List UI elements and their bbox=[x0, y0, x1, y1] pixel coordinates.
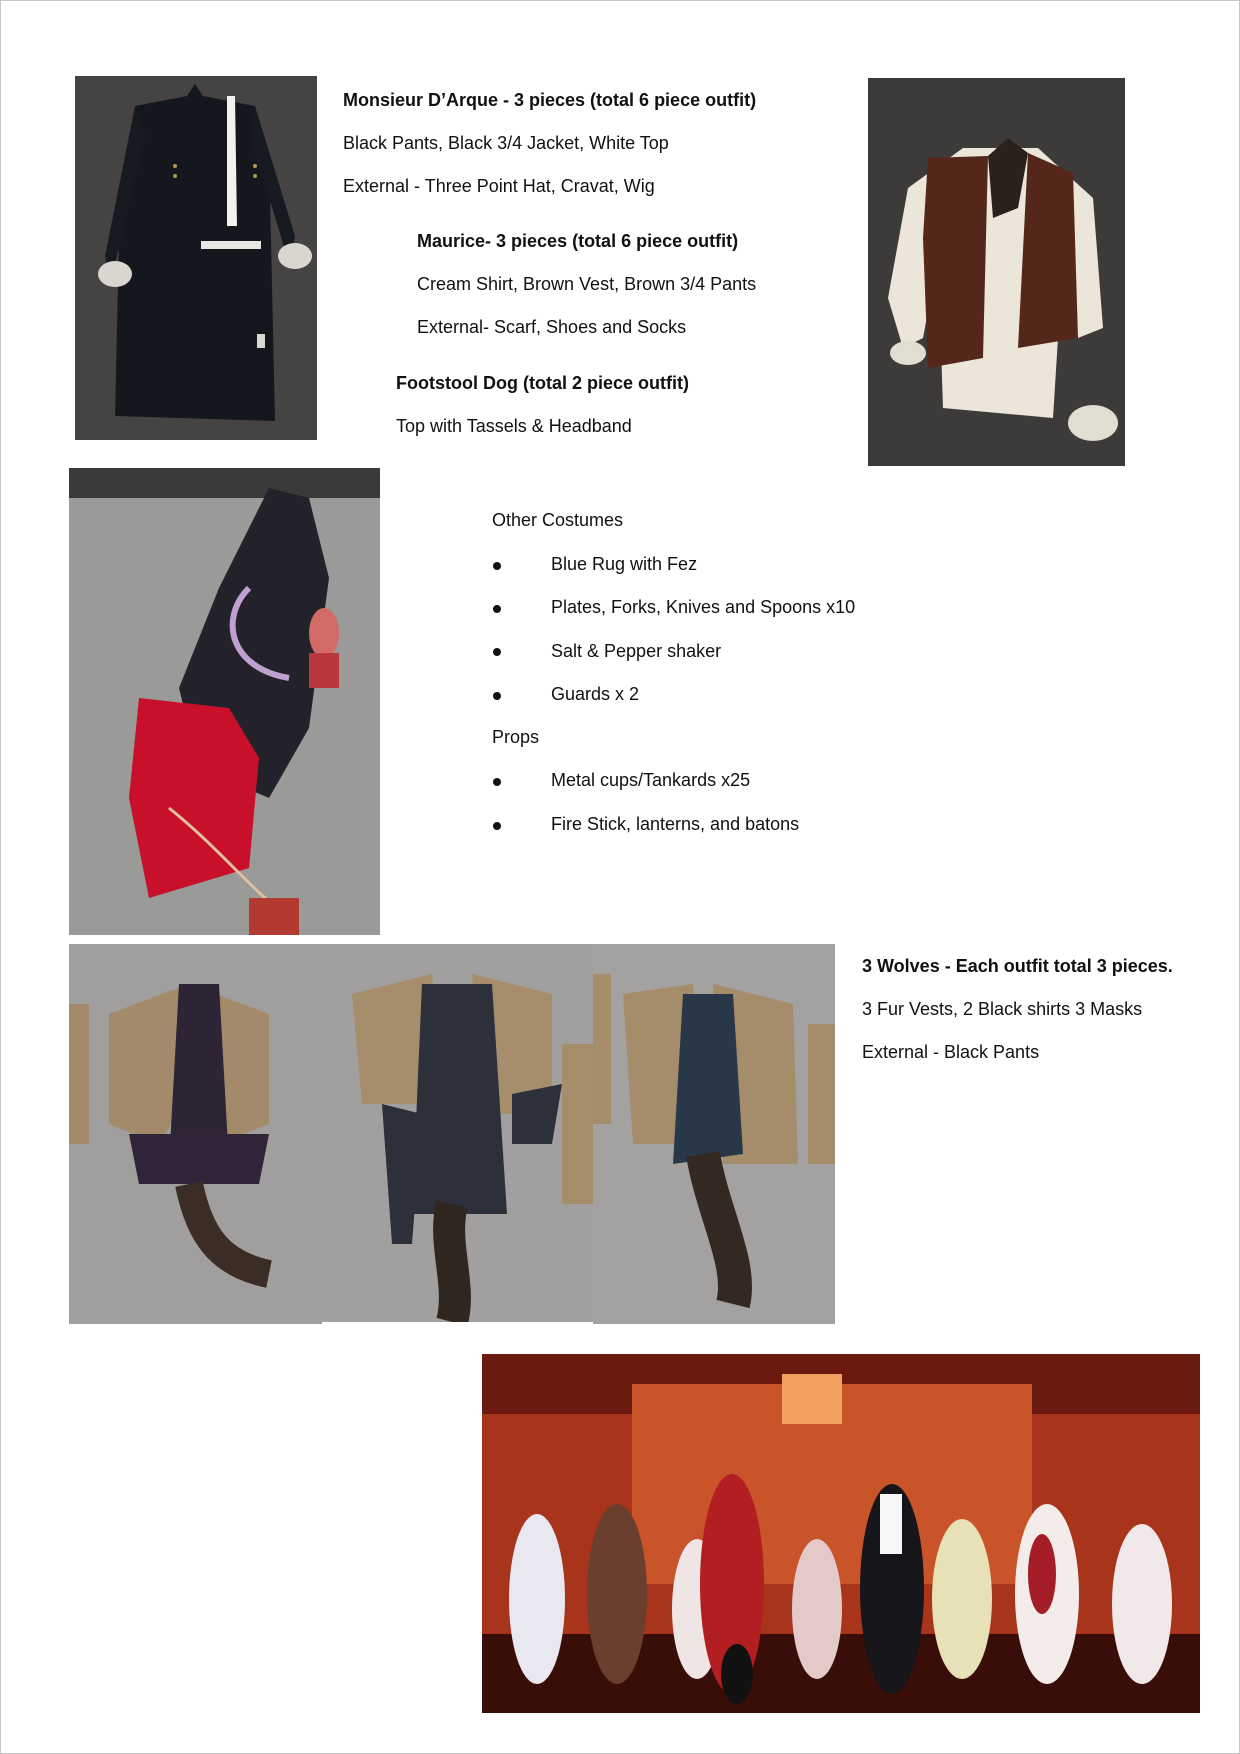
footstool-title: Footstool Dog (total 2 piece outfit) bbox=[396, 373, 689, 393]
bullet bbox=[493, 778, 501, 786]
darque-title: Monsieur D’Arque - 3 pieces (total 6 piece outfit) bbox=[343, 90, 757, 110]
footstool-costume-photo bbox=[69, 468, 380, 935]
bullet bbox=[493, 562, 501, 570]
wolf-costume-photo-1 bbox=[69, 944, 322, 1324]
props-heading: Props bbox=[492, 727, 540, 747]
other-costumes-heading: Other Costumes bbox=[492, 510, 624, 530]
wolves-external: External - Black Pants bbox=[862, 1042, 1040, 1062]
stage-performance-photo bbox=[482, 1354, 1200, 1713]
wolves-title: 3 Wolves - Each outfit total 3 pieces. bbox=[862, 956, 1173, 976]
wolf-costume-photo-2 bbox=[322, 944, 593, 1322]
maurice-items: Cream Shirt, Brown Vest, Brown 3/4 Pants bbox=[417, 274, 757, 294]
list-item: Plates, Forks, Knives and Spoons x10 bbox=[551, 597, 856, 617]
maurice-external: External- Scarf, Shoes and Socks bbox=[417, 317, 687, 337]
maurice-costume-photo bbox=[868, 78, 1125, 466]
bullet bbox=[493, 692, 501, 700]
darque-costume-photo bbox=[75, 76, 317, 440]
maurice-title: Maurice- 3 pieces (total 6 piece outfit) bbox=[417, 231, 739, 251]
darque-external: External - Three Point Hat, Cravat, Wig bbox=[343, 176, 655, 196]
wolf-costume-photo-3 bbox=[593, 944, 835, 1324]
list-item: Blue Rug with Fez bbox=[551, 554, 698, 574]
list-item: Metal cups/Tankards x25 bbox=[551, 770, 751, 790]
bullet bbox=[493, 822, 501, 830]
wolves-items: 3 Fur Vests, 2 Black shirts 3 Masks bbox=[862, 999, 1143, 1019]
list-item: Fire Stick, lanterns, and batons bbox=[551, 814, 800, 834]
bullet bbox=[493, 648, 501, 656]
list-item: Salt & Pepper shaker bbox=[551, 641, 722, 661]
footstool-items: Top with Tassels & Headband bbox=[396, 416, 632, 436]
darque-items: Black Pants, Black 3/4 Jacket, White Top bbox=[343, 133, 669, 153]
list-item: Guards x 2 bbox=[551, 684, 640, 704]
bullet bbox=[493, 605, 501, 613]
